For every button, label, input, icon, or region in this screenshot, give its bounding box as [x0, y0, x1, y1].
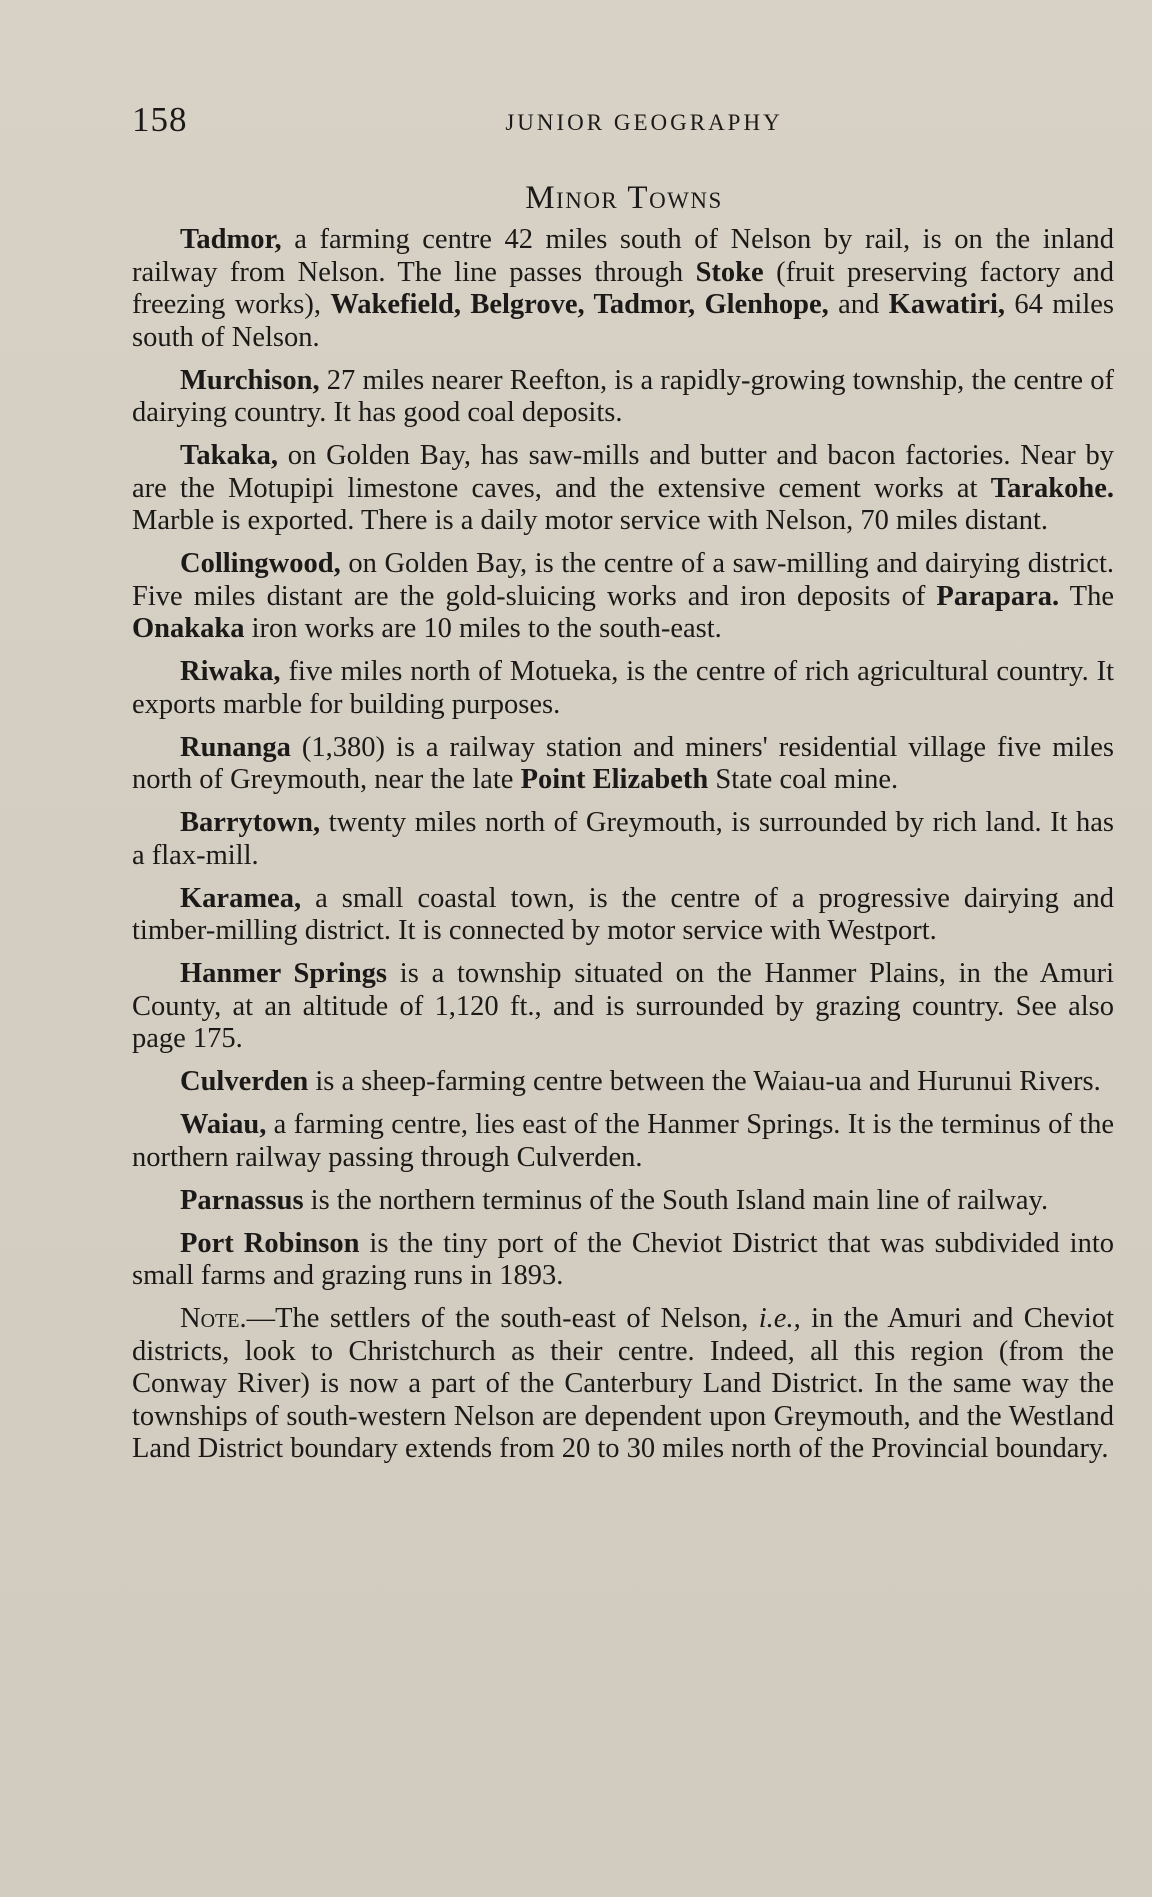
- entry-text: (fruit preserving factory and freezing works),: [132, 256, 1114, 320]
- place-name: Port Robinson: [180, 1227, 360, 1259]
- entry-text: Marble is exported. There is a daily motor service with Nelson, 70 miles distant.: [132, 505, 1049, 536]
- note-paragraph: [132, 1303, 1114, 1466]
- section-title: Minor Towns: [525, 180, 723, 216]
- entry-waiau: [132, 1109, 1114, 1174]
- page-header: [132, 100, 1116, 140]
- entry-text: is the northern terminus of the South Island main line of railway.: [303, 1184, 1049, 1216]
- place-name: Takaka,: [180, 440, 278, 471]
- entry-text: is a township situated on the Hanmer Plains, in the Amuri County, at an altitude of 1,120 ft., and is surrounded by grazing country. See also page 175.: [132, 958, 1114, 1054]
- entry-culverden: [132, 1066, 1114, 1099]
- place-name: Point Elizabeth: [520, 764, 709, 795]
- entry-collingwood: [132, 548, 1114, 646]
- entry-text: 27 miles nearer Reefton, is a rapidly-growing township, the centre of dairying country. It has good coal deposits.: [132, 364, 1114, 428]
- entry-text: is a sheep-farming centre between the Waiau-ua and Hurunui Rivers.: [308, 1066, 1101, 1097]
- entry-hanmer-springs: [132, 958, 1114, 1056]
- entry-text: The: [1059, 580, 1114, 612]
- place-name: Murchison,: [180, 364, 320, 396]
- place-name: Parapara.: [936, 580, 1060, 612]
- place-name: Collingwood,: [180, 548, 341, 579]
- entry-text: is the tiny port of the Cheviot District that was subdivided into small farms and grazing runs in 1893.: [132, 1227, 1114, 1291]
- page-body: [132, 224, 1114, 1476]
- entry-text: 64 miles south of Nelson.: [132, 289, 1114, 353]
- entry-text: a small coastal town, is the centre of a progressive dairying and timber-milling district. It is connected by motor service with Westport.: [132, 882, 1114, 946]
- entry-text: and: [828, 289, 889, 320]
- running-head: JUNIOR GEOGRAPHY: [505, 110, 783, 135]
- entry-text: twenty miles north of Greymouth, is surrounded by rich land. It has a flax-mill.: [132, 807, 1114, 871]
- entry-karamea: [132, 883, 1114, 948]
- place-name: Onakaka: [132, 613, 245, 644]
- entry-riwaka: [132, 656, 1114, 721]
- place-name: Riwaka,: [180, 656, 281, 687]
- note-label: Note.: [180, 1303, 247, 1334]
- place-name: Karamea,: [180, 882, 302, 914]
- entry-text: iron works are 10 miles to the south-east.: [244, 613, 722, 644]
- entry-murchison: [132, 365, 1114, 430]
- place-name: Runanga: [180, 731, 291, 763]
- place-name: Tadmor,: [180, 224, 282, 255]
- entry-text: (1,380) is a railway station and miners' residential village five miles north of Greymouth, near the late: [132, 731, 1114, 795]
- place-name: Parnassus: [180, 1184, 304, 1216]
- entry-takaka: [132, 440, 1114, 538]
- place-name: Wakefield, Belgrove, Tadmor, Glenhope,: [330, 289, 829, 320]
- note-text: —The settlers of the south-east of Nelson,: [246, 1303, 759, 1334]
- entry-text: a farming centre, lies east of the Hanmer Springs. It is the terminus of the northern railway passing through Culverden.: [132, 1109, 1114, 1173]
- entry-parnassus: [132, 1185, 1114, 1218]
- note-abbreviation: i.e.,: [758, 1303, 801, 1334]
- place-name: Culverden: [180, 1066, 309, 1097]
- entry-runanga: [132, 732, 1114, 797]
- entry-port-robinson: [132, 1228, 1114, 1293]
- place-name: Hanmer Springs: [180, 958, 388, 989]
- entry-tadmor: [132, 224, 1114, 354]
- entry-text: State coal mine.: [708, 764, 899, 795]
- place-name: Tarakohe.: [990, 472, 1114, 504]
- entry-text: on Golden Bay, is the centre of a saw-milling and dairying district. Five miles distant are the gold-sluicing works and iron deposits of: [132, 548, 1114, 612]
- place-name: Stoke: [695, 256, 764, 288]
- entry-text: a farming centre 42 miles south of Nelson by rail, is on the inland railway from Nelson. The line passes through: [132, 224, 1114, 288]
- note-text: in the Amuri and Cheviot districts, look to Christchurch as their centre. Indeed, all this region (from the Conway River) is now a part of the Canterbury Land District. In the same way the townships of south-western Nelson are dependent upon Greymouth, and the Westland Land District boundary extends from 20 to 30 miles north of the Provincial boundary.: [132, 1303, 1115, 1464]
- entry-text: five miles north of Motueka, is the centre of rich agricultural country. It exports marble for building purposes.: [132, 656, 1114, 720]
- page-number: 158: [132, 100, 188, 139]
- entry-barrytown: [132, 807, 1114, 872]
- entry-text: on Golden Bay, has saw-mills and butter and bacon factories. Near by are the Motupipi limestone caves, and the extensive cement works at: [132, 440, 1114, 504]
- place-name: Kawatiri,: [888, 289, 1006, 320]
- place-name: Barrytown,: [180, 807, 321, 838]
- place-name: Waiau,: [180, 1109, 267, 1140]
